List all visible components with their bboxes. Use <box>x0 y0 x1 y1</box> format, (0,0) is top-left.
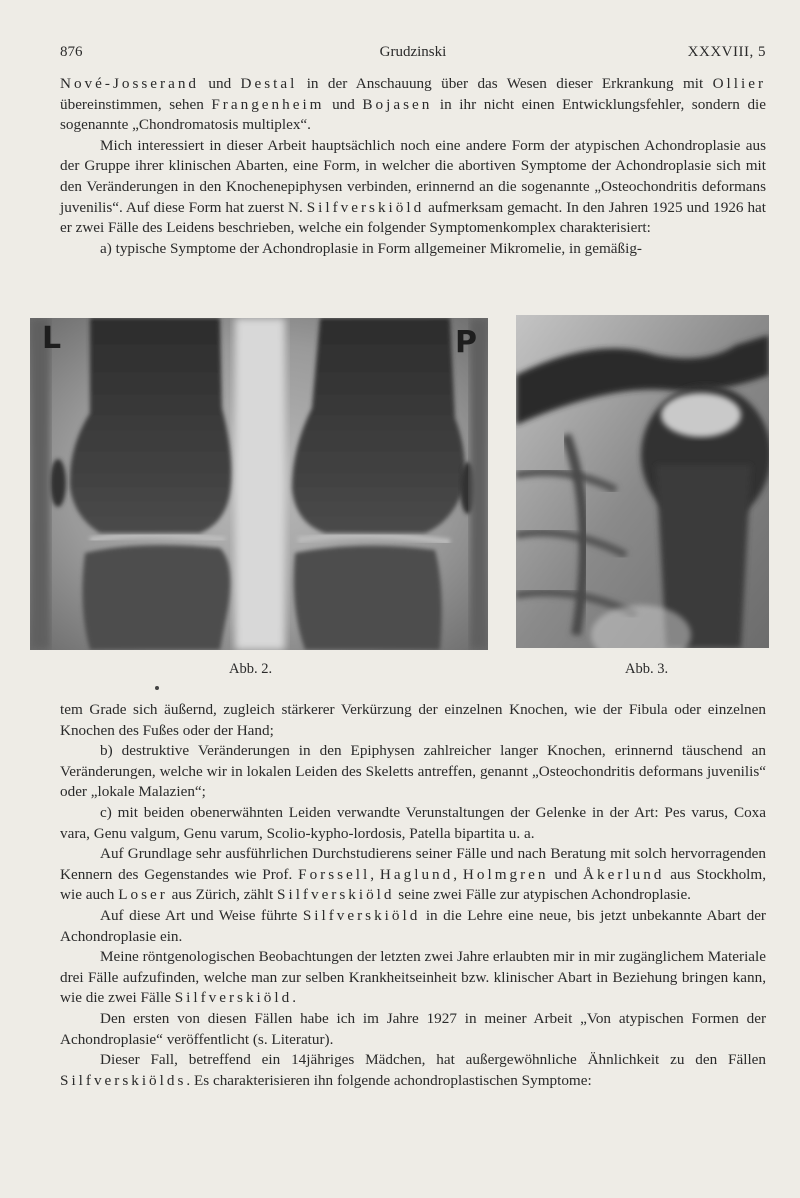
paragraph <box>60 700 766 741</box>
spaced-name: Åkerlund <box>583 865 665 883</box>
shoulder-xray-image <box>516 315 769 648</box>
paragraph <box>60 1050 766 1091</box>
spaced-name: Loser <box>118 886 168 904</box>
spaced-name: Ollier <box>712 75 767 92</box>
print-speck <box>155 686 159 690</box>
paragraph <box>60 906 766 947</box>
paragraph <box>60 741 766 803</box>
text-run: übereinstimmen, sehen <box>60 95 212 113</box>
spaced-name: Silfverskiöld <box>302 906 421 924</box>
spaced-name: Silfverskiöld <box>306 198 425 216</box>
volume-issue: XXXVIII, 5 <box>687 44 766 60</box>
text-run: in der Anschauung über das Wesen dieser Erkrankung mit <box>297 75 713 92</box>
spaced-name: Destal <box>240 75 298 92</box>
text-run: tem Grade sich äußernd, zugleich stärkerer Verkürzung der einzelnen Knochen, wie der Fibula oder einzelnen Knochen des Fußes oder der Hand; <box>60 701 766 739</box>
paragraph <box>60 74 766 136</box>
text-run: seine zwei Fälle zur atypischen Achondroplasie. <box>394 886 691 904</box>
running-header <box>60 44 766 64</box>
text-run: , <box>370 865 380 883</box>
text-run: a) typische Symptome der Achondroplasie in Form allgemeiner Mikromelie, in gemäßig- <box>100 239 642 257</box>
text-run: Meine röntgenologischen Beobachtungen der letzten zwei Jahre erlaubten mir in mir zugänglichem Materiale drei Fälle aufzufinden, welche man zur selben Krankheitseinheit bzw. klinischer Abart in Beziehung bringen kann, wie die zwei Fälle <box>60 948 766 1007</box>
body-text-top <box>60 74 766 259</box>
running-author: Grudzinski <box>379 44 447 60</box>
body-text-bottom <box>60 700 766 1091</box>
spaced-name: Frangenheim <box>211 95 325 113</box>
text-run: Dieser Fall, betreffend ein 14jähriges Mädchen, hat außergewöhnliche Ähnlichkeit zu den Fällen <box>100 1051 766 1069</box>
text-run: in die Lehre eine neue, bis jetzt unbekannte Abart der Achondroplasie ein. <box>60 906 766 945</box>
text-run: Auf diese Art und Weise führte <box>100 906 303 924</box>
paragraph <box>60 1009 766 1050</box>
figure-shoulder-xray <box>516 315 769 648</box>
spaced-name: Haglund <box>379 865 454 883</box>
spaced-name: Silfverskiölds <box>60 1071 187 1089</box>
text-run: , <box>453 865 463 883</box>
text-run: Mich interessiert in dieser Arbeit hauptsächlich noch eine andere Form der atypischen Achondroplasie aus der Gruppe ihrer klinischen Abarten, eine Form, in welcher die abortiven Symptome der Achondroplasie sich mit den Veränderungen in den Knochenepiphysen verbinden, erinnernd an die sogenannte „Osteochondritis deformans juvenilis“. Auf diese Form hat zuerst N. <box>60 136 766 216</box>
page-number: 876 <box>60 44 83 60</box>
text-run: und <box>324 95 363 113</box>
spaced-name: Silfverskiöld <box>277 886 395 904</box>
paragraph <box>60 803 766 844</box>
xray-marker-left: L <box>42 321 62 356</box>
figure-caption-3: Abb. 3. <box>625 661 669 677</box>
paragraph <box>60 136 766 239</box>
text-run: c) mit beiden obenerwähnten Leiden verwandte Verunstaltungen der Gelenke in der Art: Pes varus, Coxa vara, Genu valgum, Genu varum, Scolio-kypho-lordosis, Patella bipartita u. a. <box>60 803 766 842</box>
spaced-name: Bojasen <box>362 95 433 113</box>
figure-knee-xray <box>30 318 488 650</box>
text-run: b) destruktive Veränderungen in den Epiphysen zahlreicher langer Knochen, erinnernd täuschend an Veränderungen, welche wir in lokalen Leiden des Skeletts antreffen, genannt „Osteochondritis deformans juvenilis“ oder „lokale Malazien“; <box>60 742 766 801</box>
text-run: Den ersten von diesen Fällen habe ich im Jahre 1927 in meiner Arbeit „Von atypischen Formen der Achondroplasie“ veröffentlicht (s. Literatur). <box>60 1009 766 1048</box>
spaced-name: Forssell <box>298 865 371 883</box>
text-run: in ihr nicht einen Entwicklungsfehler, sondern die sogenannte „Chondromatosis multiplex“. <box>60 95 767 134</box>
spaced-name: Holmgren <box>462 865 549 883</box>
figure-caption-2: Abb. 2. <box>229 661 273 677</box>
paragraph <box>60 844 766 906</box>
text-run: und <box>199 75 241 92</box>
text-run: aus Zürich, zählt <box>167 886 278 904</box>
spaced-name: Silfverskiöld <box>174 989 293 1007</box>
text-run: und <box>548 865 584 883</box>
text-run: aus Stockholm, wie auch <box>60 865 767 904</box>
paragraph <box>60 239 766 260</box>
knee-xray-image <box>30 318 488 650</box>
text-run: Auf Grundlage sehr ausführlichen Durchstudierens seiner Fälle und nach Beratung mit solch hervorragenden Kennern des Gegenstandes wie Prof. <box>60 845 766 883</box>
text-run: aufmerksam gemacht. In den Jahren 1925 und 1926 hat er zwei Fälle des Leidens beschrieben, welche ein folgender Symptomenkomplex charakterisiert: <box>60 198 766 237</box>
xray-marker-right: P <box>455 325 477 360</box>
paragraph <box>60 947 766 1009</box>
text-run: . <box>292 989 296 1007</box>
text-run: . Es charakterisieren ihn folgende achondroplastischen Symptome: <box>186 1071 592 1089</box>
spaced-name: Nové-Josserand <box>60 75 200 92</box>
